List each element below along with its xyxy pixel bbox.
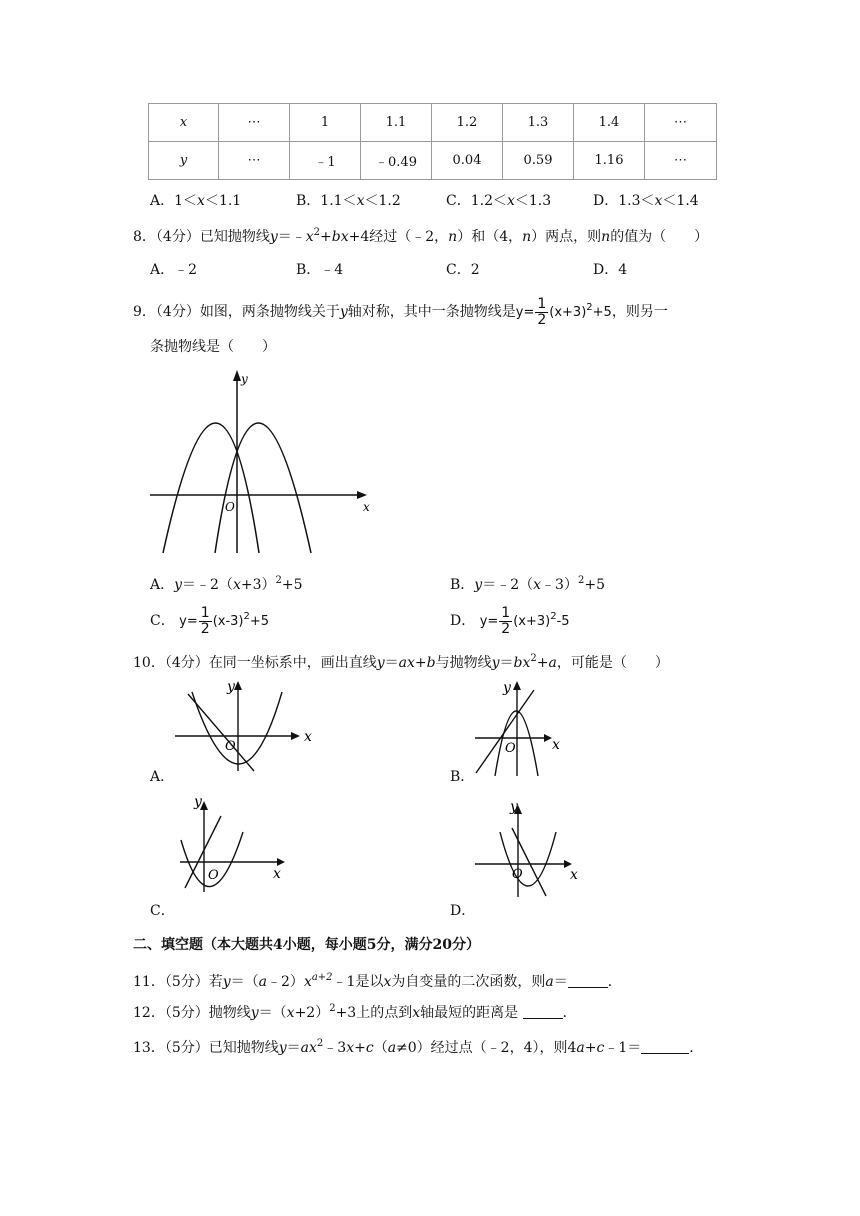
table-cell: ﹣0.49	[361, 142, 432, 180]
section-title: 二、填空题（本大题共4小题，每小题5分，满分20分）	[133, 937, 480, 953]
q9-option-c: C． y= $\frac{1}{2}$ $(x-3)^2+5$	[150, 605, 270, 637]
line	[476, 690, 534, 773]
line	[188, 694, 254, 771]
x-arrow-icon	[291, 732, 300, 740]
table-cell: ⋯	[645, 104, 717, 142]
table-cell: 0.59	[503, 142, 574, 180]
q8-option-d: D．4	[593, 262, 628, 278]
table-cell: 1	[290, 104, 361, 142]
q8-option-b: B．﹣4	[296, 262, 344, 278]
o-label: O	[512, 867, 523, 882]
o-label: O	[208, 868, 219, 883]
q10-label-d: D．	[450, 903, 476, 919]
q7-option-d: D．1.3＜x＜1.4	[593, 193, 699, 209]
table-cell: 1.2	[432, 104, 503, 142]
table-cell: 1.1	[361, 104, 432, 142]
x-label: x	[552, 737, 560, 753]
q7-option-c: C．1.2＜x＜1.3	[446, 193, 552, 209]
q8-option-a: A．﹣2	[150, 262, 198, 278]
x-label: x	[273, 866, 281, 882]
q7-option-a: A．1＜x＜1.1	[150, 193, 242, 209]
x-label: x	[570, 867, 578, 883]
y-axis-label: y	[241, 372, 248, 386]
q10-question: 10．（4分）在同一坐标系中，画出直线y＝ax+b与抛物线$y=bx^2+a$，可能是（ ）	[133, 653, 669, 671]
q10-graph-c	[175, 792, 300, 897]
table-cell: 1.3	[503, 104, 574, 142]
y-arrow-icon	[513, 681, 521, 690]
q9-option-b: B．y＝﹣2（x﹣3）$^2$+5	[450, 575, 605, 593]
table-cell: 1.16	[574, 142, 645, 180]
q10-label-a: A．	[150, 769, 175, 785]
q9-question-line2: 条抛物线是（ ）	[150, 339, 276, 355]
table-cell: ⋯	[219, 142, 290, 180]
right-parabola	[215, 423, 311, 553]
y-label: y	[227, 679, 235, 695]
x-axis-arrow-icon	[357, 491, 367, 499]
q10-graph-a	[170, 676, 320, 776]
y-axis-arrow-icon	[233, 370, 241, 381]
q7-option-b: B．1.1＜x＜1.2	[296, 193, 401, 209]
table-cell: y	[149, 142, 219, 180]
table-cell: ﹣1	[290, 142, 361, 180]
q8-option-c: C．2	[446, 262, 480, 278]
x-axis-label: x	[363, 500, 370, 514]
q12-question: 12．（5分）抛物线$y=(x+2)^2+3$上的点到x轴最短的距离是 ．	[133, 1003, 577, 1021]
table-cell: 1.4	[574, 104, 645, 142]
x-label: x	[304, 729, 312, 745]
table-cell: ⋯	[645, 142, 717, 180]
answer-blank	[641, 1039, 689, 1054]
answer-blank	[523, 1004, 563, 1019]
y-label: y	[510, 799, 518, 815]
q9-option-a: A．$y=﹣2(x+3)^2+5$	[150, 575, 303, 593]
q13-question: 13．（5分）已知抛物线$y=ax^2﹣3x+c(a\ne 0)$经过点（﹣2，4），则4a+c﹣1＝ ．	[133, 1038, 704, 1056]
q11-question: 11．（5分）若$y=(a﹣2)x^{a+2}﹣1$是以x为自变量的二次函数，则a＝ ．	[133, 972, 622, 990]
origin-label: O	[225, 500, 235, 514]
value-table	[148, 103, 717, 180]
table-row-y	[149, 142, 717, 180]
q9-question: 9．（4分）如图，两条抛物线关于y轴对称，其中一条抛物线是y= $\frac{1}{2}$ $(x+3)^2+5$，则另一	[133, 296, 668, 328]
q10-label-c: C．	[150, 903, 175, 919]
table-cell: ⋯	[219, 104, 290, 142]
q10-label-b: B．	[450, 769, 475, 785]
parabola	[192, 692, 282, 764]
table-cell: x	[149, 104, 219, 142]
x-arrow-icon	[544, 734, 552, 742]
q8-question: 8．（4分）已知抛物线$y=﹣x^2+bx+4$经过（﹣2，n）和（4，n）两点，则n的值为（ ）	[133, 227, 709, 245]
q9-graph	[145, 365, 385, 560]
x-arrow-icon	[277, 858, 285, 866]
answer-blank	[568, 973, 608, 988]
left-parabola	[163, 423, 259, 553]
o-label: O	[505, 741, 516, 756]
q10-graph-b	[470, 676, 600, 781]
q9-equation: y= $\frac{1}{2}$ $(x+3)^2+5$	[515, 296, 612, 328]
o-label: O	[225, 739, 236, 754]
y-label: y	[503, 680, 511, 696]
y-label: y	[194, 794, 202, 810]
table-cell: 0.04	[432, 142, 503, 180]
q10-graph-d	[470, 792, 595, 902]
table-row-x	[149, 104, 717, 142]
q9-option-d: D． y= $\frac{1}{2}$ $(x+3)^2-5$	[450, 605, 570, 637]
y-arrow-icon	[234, 681, 242, 690]
